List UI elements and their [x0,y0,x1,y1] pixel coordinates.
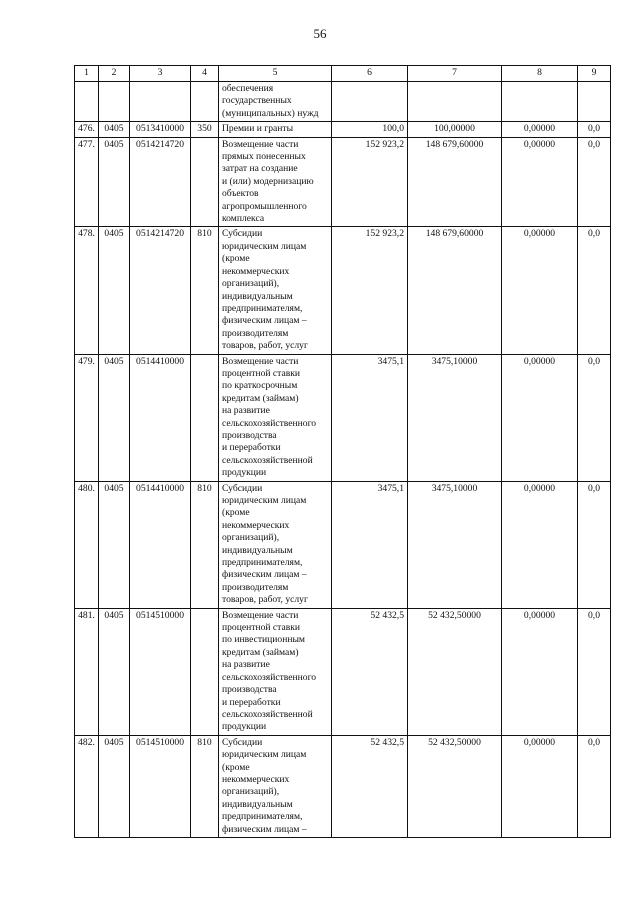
amount-col8: 0,00000 [502,122,578,137]
amount-col6: 52 432,5 [332,608,408,735]
amount-col9: 0,0 [578,354,611,481]
section-code [99,82,130,122]
expense-type: 810 [191,227,219,354]
item-name: Субсидии юридическим лицам (кроме некоммерческих организаций), индивидуальным предпринимателям, физическим лицам – [219,735,332,837]
row-number [75,82,99,122]
amount-col6: 52 432,5 [332,735,408,837]
table-row [75,122,611,137]
amount-col8: 0,00000 [502,735,578,837]
amount-col6: 152 923,2 [332,227,408,354]
amount-col9: 0,0 [578,137,611,227]
amount-col6 [332,82,408,122]
amount-col7: 3475,10000 [408,481,502,608]
amount-col9: 0,0 [578,122,611,137]
row-number: 479. [75,354,99,481]
target-code: 0514410000 [130,354,191,481]
expense-type: 810 [191,735,219,837]
item-name: обеспечения государственных (муниципальных) нужд [219,82,332,122]
target-code: 0514510000 [130,735,191,837]
amount-col9: 0,0 [578,481,611,608]
table-row [75,82,611,122]
amount-col7: 52 432,50000 [408,608,502,735]
column-header: 2 [99,66,130,82]
item-name: Возмещение части прямых понесенных затрат на создание и (или) модернизацию объектов агропромышленного комплекса [219,137,332,227]
column-header: 6 [332,66,408,82]
section-code: 0405 [99,227,130,354]
amount-col8: 0,00000 [502,481,578,608]
header-row [75,66,611,82]
target-code: 0514214720 [130,227,191,354]
amount-col8: 0,00000 [502,227,578,354]
column-header: 8 [502,66,578,82]
budget-table [74,65,611,838]
item-name: Возмещение части процентной ставки по краткосрочным кредитам (займам) на развитие сельскохозяйственного производства и переработки сельскохозяйственной продукции [219,354,332,481]
expense-type [191,137,219,227]
amount-col7: 148 679,60000 [408,137,502,227]
column-header: 5 [219,66,332,82]
column-header: 7 [408,66,502,82]
section-code: 0405 [99,735,130,837]
column-header: 9 [578,66,611,82]
amount-col9: 0,0 [578,608,611,735]
column-header: 3 [130,66,191,82]
amount-col6: 100,0 [332,122,408,137]
amount-col7: 52 432,50000 [408,735,502,837]
column-header: 1 [75,66,99,82]
expense-type: 810 [191,481,219,608]
amount-col9: 0,0 [578,735,611,837]
item-name: Возмещение части процентной ставки по инвестиционным кредитам (займам) на развитие сельскохозяйственного производства и переработки сельскохозяйственной продукции [219,608,332,735]
amount-col9: 0,0 [578,227,611,354]
expense-type [191,82,219,122]
table-row [75,227,611,354]
table-row [75,137,611,227]
item-name: Премии и гранты [219,122,332,137]
amount-col7: 148 679,60000 [408,227,502,354]
row-number: 477. [75,137,99,227]
section-code: 0405 [99,137,130,227]
section-code: 0405 [99,481,130,608]
row-number: 481. [75,608,99,735]
row-number: 478. [75,227,99,354]
amount-col6: 152 923,2 [332,137,408,227]
section-code: 0405 [99,354,130,481]
table-row [75,354,611,481]
amount-col8 [502,82,578,122]
target-code: 0514410000 [130,481,191,608]
amount-col8: 0,00000 [502,137,578,227]
page-number: 56 [313,26,327,41]
table-row [75,608,611,735]
item-name: Субсидии юридическим лицам (кроме некоммерческих организаций), индивидуальным предпринимателям, физическим лицам – производителям товаров, работ, услуг [219,227,332,354]
section-code: 0405 [99,122,130,137]
amount-col7: 100,00000 [408,122,502,137]
expense-type [191,354,219,481]
column-header: 4 [191,66,219,82]
amount-col6: 3475,1 [332,481,408,608]
amount-col7: 3475,10000 [408,354,502,481]
row-number: 480. [75,481,99,608]
table-row [75,481,611,608]
amount-col8: 0,00000 [502,608,578,735]
table-row [75,735,611,837]
target-code: 0513410000 [130,122,191,137]
expense-type [191,608,219,735]
target-code: 0514214720 [130,137,191,227]
amount-col7 [408,82,502,122]
amount-col6: 3475,1 [332,354,408,481]
item-name: Субсидии юридическим лицам (кроме некоммерческих организаций), индивидуальным предпринимателям, физическим лицам – производителям товаров, работ, услуг [219,481,332,608]
section-code: 0405 [99,608,130,735]
expense-type: 350 [191,122,219,137]
amount-col8: 0,00000 [502,354,578,481]
row-number: 482. [75,735,99,837]
target-code [130,82,191,122]
amount-col9 [578,82,611,122]
target-code: 0514510000 [130,608,191,735]
row-number: 476. [75,122,99,137]
